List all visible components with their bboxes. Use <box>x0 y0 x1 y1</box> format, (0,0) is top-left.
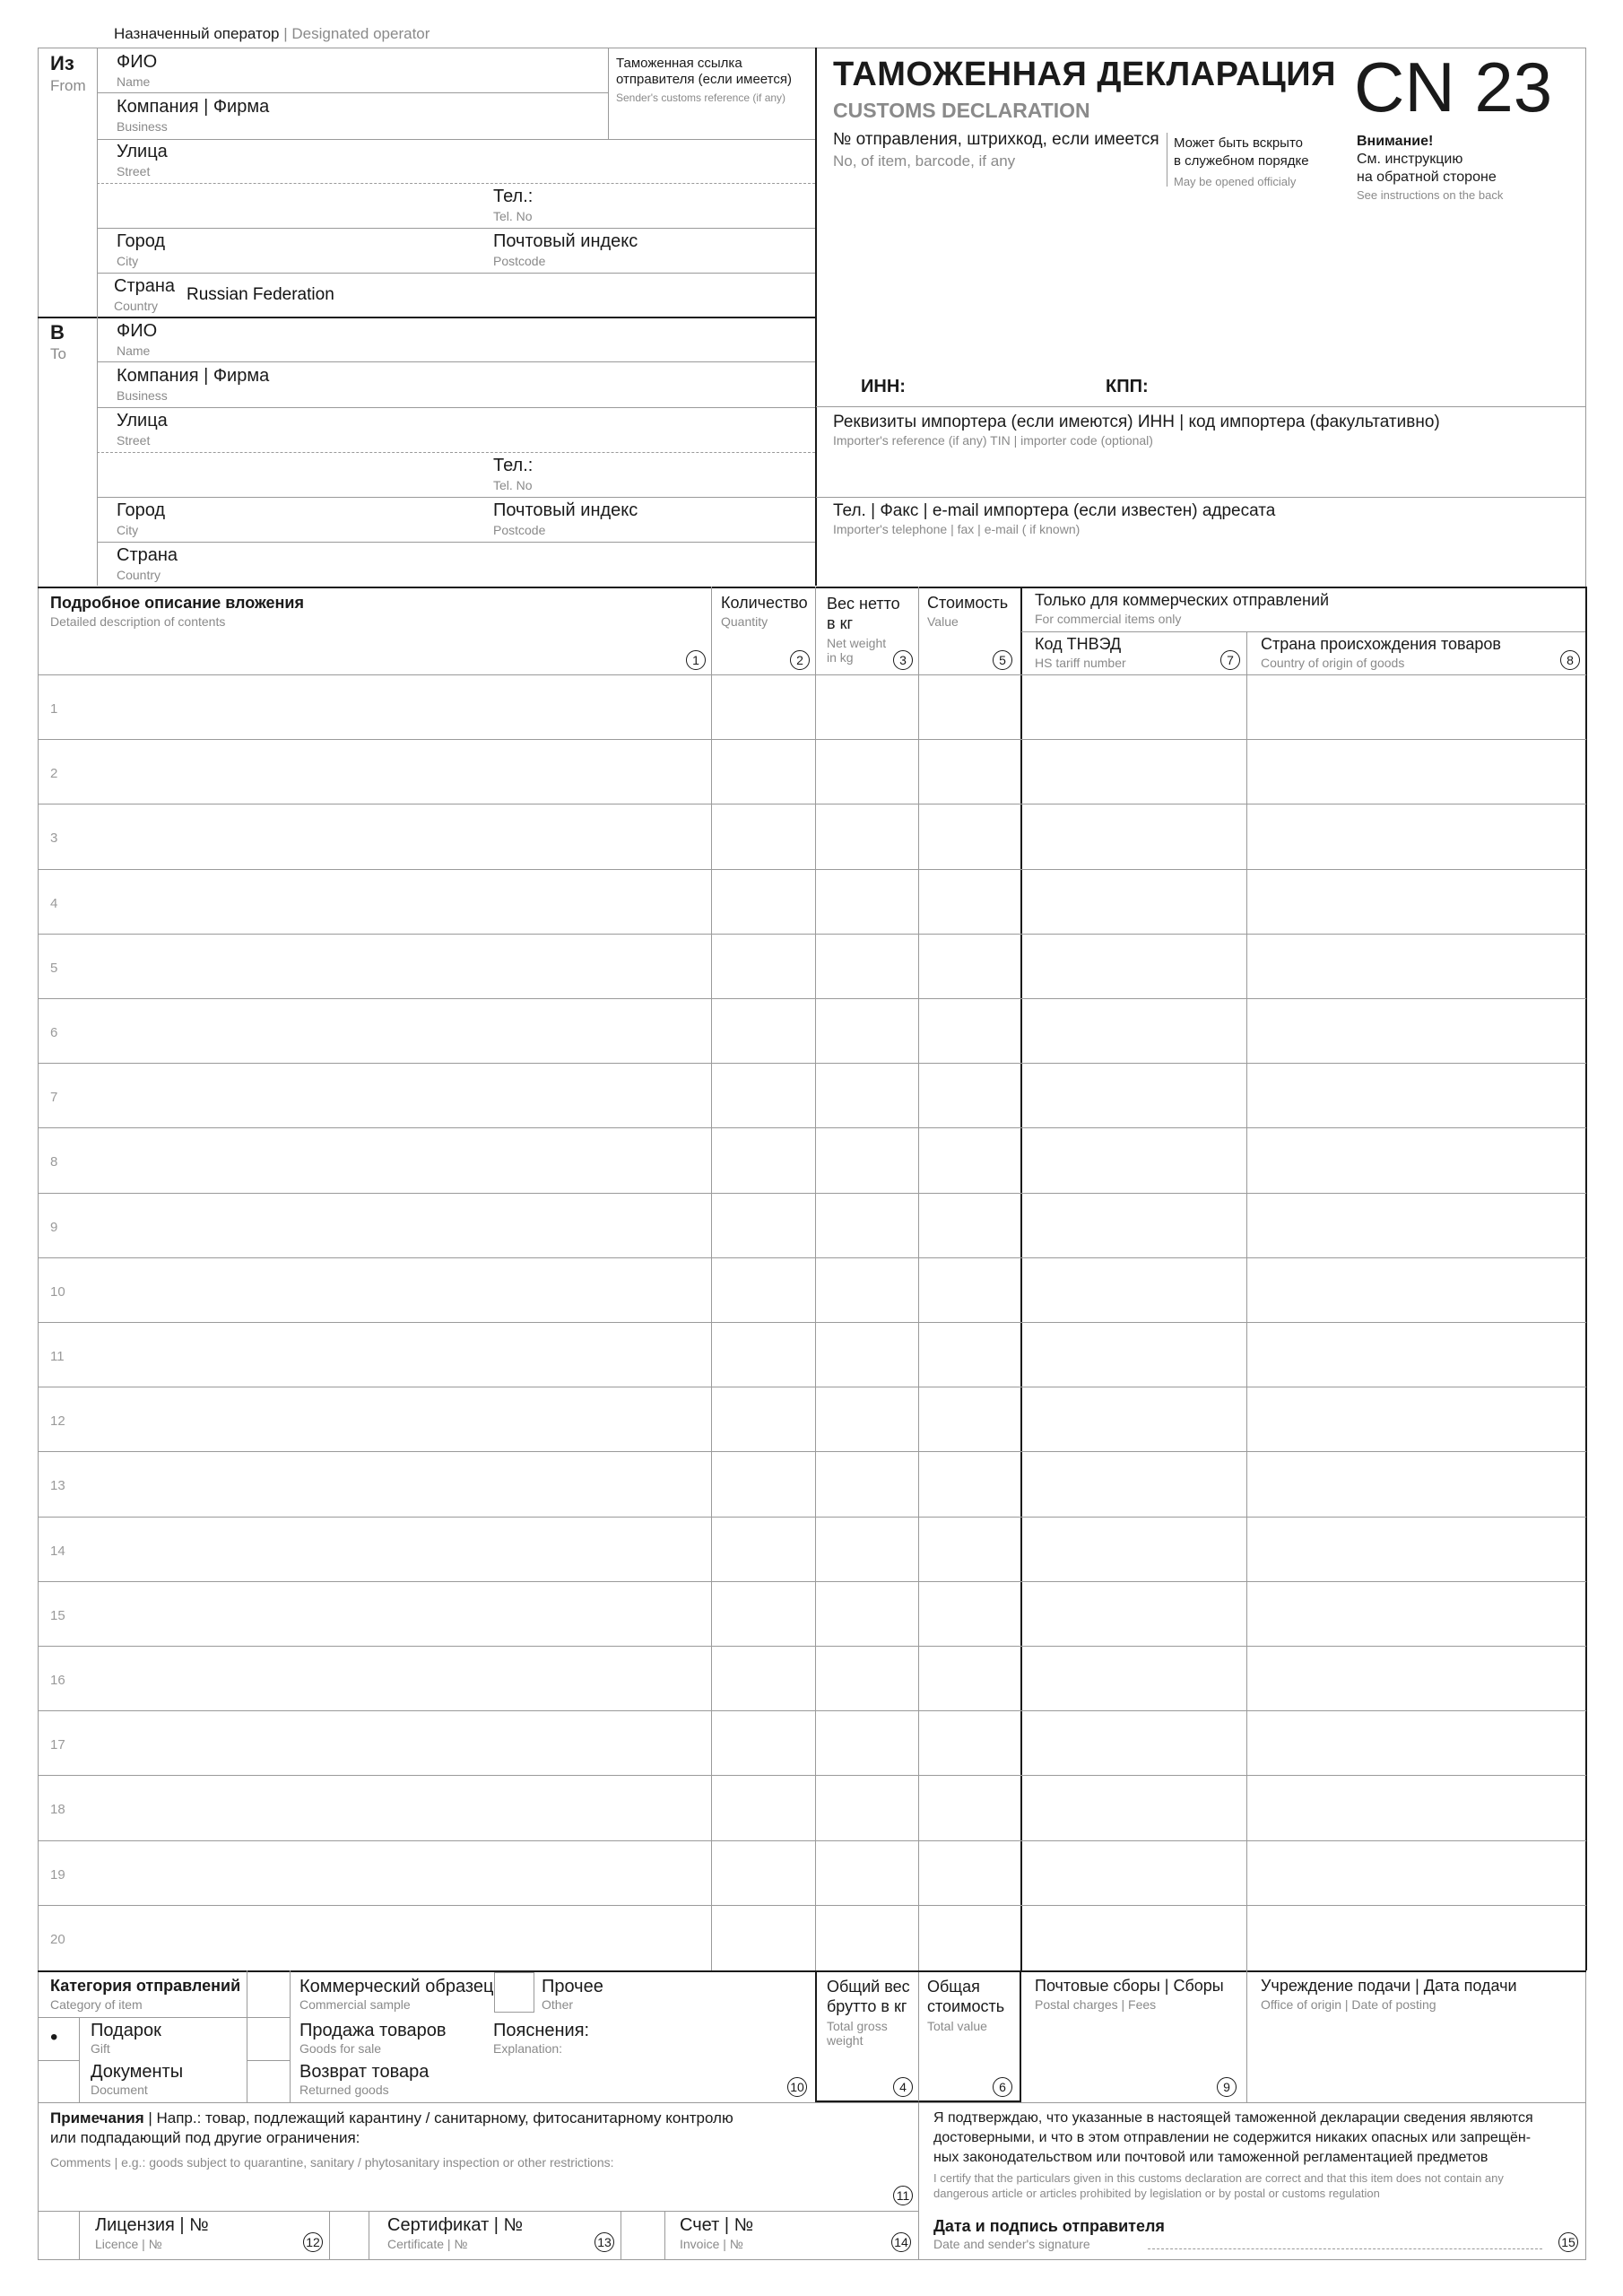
circle-3: 3 <box>893 650 913 670</box>
commercial-header-en: For commercial items only <box>1035 612 1182 626</box>
circle-12: 12 <box>303 2232 323 2252</box>
from-country-value[interactable]: Russian Federation <box>187 285 334 304</box>
total-value-line-1: Общая <box>927 1978 980 1996</box>
documents-label-en: Document <box>91 2083 148 2097</box>
sample-label: Коммерческий образец <box>299 1977 494 1996</box>
postal-charges-en: Postal charges | Fees <box>1035 1997 1157 2012</box>
from-business-sublabel: Business <box>117 119 168 134</box>
other-label: Прочее <box>542 1977 603 1996</box>
from-tel-sublabel: Tel. No <box>493 209 533 223</box>
table-row[interactable] <box>39 1387 1584 1450</box>
table-row[interactable] <box>39 804 1584 867</box>
qty-header-en: Quantity <box>721 614 768 629</box>
signature-label: Дата и подпись отправителя <box>933 2217 1165 2235</box>
circle-5: 5 <box>993 650 1012 670</box>
licence-label: Лицензия | № <box>95 2215 209 2235</box>
table-row[interactable] <box>39 1711 1584 1774</box>
designated-operator: Назначенный оператор | Designated operator <box>114 25 430 42</box>
customs-ref-sublabel: Sender's customs reference (if any) <box>616 91 786 104</box>
table-row-number: 15 <box>50 1608 65 1623</box>
table-row-number: 3 <box>50 831 58 846</box>
circle-14: 14 <box>891 2232 911 2252</box>
total-value-en: Total value <box>927 2019 987 2033</box>
to-name-sublabel: Name <box>117 344 151 358</box>
table-row[interactable] <box>39 1841 1584 1904</box>
table-row-number: 8 <box>50 1154 58 1170</box>
table-row[interactable] <box>39 1647 1584 1709</box>
total-value-label <box>927 1977 1004 2016</box>
gross-weight-label <box>827 1977 910 2016</box>
importer-ref-sublabel: Importer's reference (if any) TIN | importer code (optional) <box>833 433 1153 448</box>
table-row-number: 4 <box>50 896 58 911</box>
from-label: Из <box>50 52 74 74</box>
circle-10: 10 <box>787 2077 807 2097</box>
opened-en: May be opened officialy <box>1174 175 1297 188</box>
to-postcode-sublabel: Postcode <box>493 523 546 537</box>
table-row-number: 20 <box>50 1932 65 1947</box>
from-business-label: Компания | Фирма <box>117 97 270 117</box>
attention-line-3: на обратной стороне <box>1357 170 1497 185</box>
to-street-label: Улица <box>117 411 168 430</box>
returned-label: Возврат товара <box>299 2062 430 2082</box>
attention-note <box>1357 133 1503 204</box>
item-number-sublabel: No, of item, barcode, if any <box>833 152 1016 170</box>
commercial-header: Только для коммерческих отправлений <box>1035 591 1330 609</box>
postal-charges-label: Почтовые сборы | Сборы <box>1035 1977 1224 1995</box>
returned-label-en: Returned goods <box>299 2083 389 2097</box>
weight-header-2: в кг <box>827 614 854 632</box>
from-tel-label: Тел.: <box>493 187 534 206</box>
to-postcode-label: Почтовый индекс <box>493 500 638 520</box>
table-row-number: 5 <box>50 961 58 976</box>
table-row-number: 13 <box>50 1478 65 1493</box>
table-row[interactable] <box>39 870 1584 933</box>
to-city-sublabel: City <box>117 523 139 537</box>
comments-en: Comments | e.g.: goods subject to quarantine, sanitary / phytosanitary inspection or other restrictions: <box>50 2155 614 2170</box>
attention-line-2: См. инструкцию <box>1357 152 1463 167</box>
signature-line[interactable] <box>1148 2248 1542 2249</box>
table-row[interactable] <box>39 1128 1584 1191</box>
to-tel-label: Тел.: <box>493 456 534 475</box>
table-row-number: 2 <box>50 766 58 781</box>
table-row-number: 9 <box>50 1220 58 1235</box>
sale-label: Продажа товаров <box>299 2021 447 2040</box>
comments-text-1: | Напр.: товар, подлежащий карантину / санитарному, фитосанитарному контролю <box>143 2109 733 2126</box>
sale-checkbox[interactable] <box>248 2019 288 2058</box>
circle-9: 9 <box>1217 2077 1237 2097</box>
certify-en-1: I certify that the particulars given in this customs declaration are correct and that this item does not contain any <box>933 2171 1504 2185</box>
importer-ref-label: Реквизиты импортера (если имеются) ИНН | код импортера (факультативно) <box>833 413 1440 431</box>
item-number-label: № отправления, штрихкод, если имеется <box>833 130 1159 149</box>
gift-label-en: Gift <box>91 2041 110 2056</box>
to-street-sublabel: Street <box>117 433 151 448</box>
table-row-number: 10 <box>50 1284 65 1300</box>
from-city-label: Город <box>117 231 166 251</box>
total-value-line-2: стоимость <box>927 1997 1005 2015</box>
table-row[interactable] <box>39 1518 1584 1580</box>
table-row-number: 16 <box>50 1673 65 1688</box>
table-row-number: 12 <box>50 1413 65 1429</box>
circle-13: 13 <box>595 2232 614 2252</box>
table-row[interactable] <box>39 1906 1584 1969</box>
from-city-sublabel: City <box>117 254 139 268</box>
invoice-checkbox[interactable] <box>622 2213 663 2258</box>
office-of-origin-en: Office of origin | Date of posting <box>1261 1997 1436 2012</box>
attention-en: See instructions on the back <box>1357 188 1504 202</box>
other-label-en: Other <box>542 1997 574 2012</box>
table-row-number: 14 <box>50 1544 65 1559</box>
table-row-number: 11 <box>50 1349 65 1364</box>
from-street-sublabel: Street <box>117 164 151 178</box>
table-row[interactable] <box>39 1323 1584 1386</box>
origin-header: Страна происхождения товаров <box>1261 635 1501 653</box>
opened-line-2: в служебном порядке <box>1174 153 1309 169</box>
sale-label-en: Goods for sale <box>299 2041 382 2056</box>
hs-header-en: HS tariff number <box>1035 656 1126 670</box>
to-business-label: Компания | Фирма <box>117 366 270 386</box>
certify-line-3: ных законодательством или почтовой или таможенной регламентацией предметов <box>933 2150 1488 2165</box>
category-title: Категория отправлений <box>50 1977 241 1995</box>
circle-8: 8 <box>1560 650 1580 670</box>
table-row-number: 6 <box>50 1025 58 1040</box>
table-row[interactable] <box>39 1452 1584 1515</box>
certification-text <box>933 2109 1533 2168</box>
to-label-en: To <box>50 345 66 362</box>
comments-label <box>50 2109 911 2148</box>
circle-15: 15 <box>1558 2232 1578 2252</box>
explanation-label: Пояснения: <box>493 2021 590 2040</box>
table-row[interactable] <box>39 1776 1584 1839</box>
table-row-number: 1 <box>50 701 58 717</box>
attention-line-1: Внимание! <box>1357 134 1434 149</box>
sample-checkbox[interactable] <box>248 1973 288 2014</box>
gross-line-1: Общий вес <box>827 1978 910 1996</box>
from-label-en: From <box>50 77 86 94</box>
certification-en <box>933 2170 1504 2201</box>
documents-checkbox[interactable] <box>39 2063 77 2100</box>
table-row[interactable] <box>39 675 1584 738</box>
comments-text-2: или подпадающий под другие ограничения: <box>50 2129 360 2146</box>
from-postcode-sublabel: Postcode <box>493 254 546 268</box>
circle-11: 11 <box>893 2186 913 2205</box>
value-header: Стоимость <box>927 594 1009 612</box>
certificate-label-en: Certificate | № <box>387 2237 468 2251</box>
circle-1: 1 <box>686 650 706 670</box>
gift-checkbox-mark[interactable]: • <box>50 2025 58 2049</box>
value-header-en: Value <box>927 614 959 629</box>
category-title-en: Category of item <box>50 1997 143 2012</box>
gross-en-1: Total gross <box>827 2019 888 2033</box>
circle-2: 2 <box>790 650 810 670</box>
circle-7: 7 <box>1220 650 1240 670</box>
certificate-checkbox[interactable] <box>331 2213 367 2258</box>
opened-officially <box>1174 135 1309 191</box>
desc-header-en: Detailed description of contents <box>50 614 226 629</box>
certify-line-2: достоверными, и что в этом отправлении не содержится никаких опасных или запрещён- <box>933 2130 1532 2145</box>
returned-checkbox[interactable] <box>248 2062 288 2101</box>
declaration-title-en: CUSTOMS DECLARATION <box>833 99 1090 122</box>
table-row[interactable] <box>39 999 1584 1062</box>
from-name-sublabel: Name <box>117 74 151 89</box>
from-postcode-label: Почтовый индекс <box>493 231 638 251</box>
hs-header: Код ТНВЭД <box>1035 635 1122 653</box>
weight-header-1: Вес нетто <box>827 595 900 613</box>
signature-label-en: Date and sender's signature <box>933 2237 1090 2251</box>
table-row[interactable] <box>39 1582 1584 1645</box>
to-tel-sublabel: Tel. No <box>493 478 533 492</box>
table-row-number: 19 <box>50 1867 65 1883</box>
declaration-title: ТАМОЖЕННАЯ ДЕКЛАРАЦИЯ <box>833 56 1336 93</box>
weight-header <box>827 594 900 633</box>
gross-en-2: weight <box>827 2033 864 2048</box>
opened-line-1: Может быть вскрыто <box>1174 135 1304 151</box>
form-code: CN 23 <box>1354 48 1553 126</box>
office-of-origin-label: Учреждение подачи | Дата подачи <box>1261 1977 1517 1995</box>
desc-header: Подробное описание вложения <box>50 594 304 612</box>
weight-en-2: in kg <box>827 650 854 665</box>
certificate-label: Сертификат | № <box>387 2215 524 2235</box>
importer-tel-label: Тел. | Факс | e-mail импортера (если известен) адресата <box>833 501 1276 520</box>
table-row-number: 18 <box>50 1802 65 1817</box>
to-label: В <box>50 321 65 344</box>
gross-weight-en <box>827 2019 888 2048</box>
inn-label: ИНН: <box>861 377 906 396</box>
table-row-number: 7 <box>50 1090 58 1105</box>
circle-4: 4 <box>893 2077 913 2097</box>
operator-label-ru: Назначенный оператор <box>114 25 280 42</box>
gift-label: Подарок <box>91 2021 161 2040</box>
certify-line-1: Я подтверждаю, что указанные в настоящей таможенной декларации сведения являются <box>933 2110 1533 2126</box>
table-row[interactable] <box>39 935 1584 997</box>
weight-header-en <box>827 636 886 665</box>
to-country-sublabel: Country <box>117 568 161 582</box>
to-name-label: ФИО <box>117 321 158 341</box>
from-country-sublabel: Country <box>114 299 159 313</box>
table-row[interactable] <box>39 1064 1584 1126</box>
licence-checkbox[interactable] <box>39 2213 77 2258</box>
documents-label: Документы <box>91 2062 184 2082</box>
from-country-label: Страна <box>114 276 176 296</box>
invoice-label-en: Invoice | № <box>680 2237 743 2251</box>
other-checkbox[interactable] <box>494 1972 534 2013</box>
licence-label-en: Licence | № <box>95 2237 162 2251</box>
explanation-label-en: Explanation: <box>493 2041 563 2056</box>
circle-6: 6 <box>993 2077 1012 2097</box>
operator-label-en: Designated operator <box>291 25 430 42</box>
importer-tel-sublabel: Importer's telephone | fax | e-mail ( if known) <box>833 522 1081 536</box>
sample-label-en: Commercial sample <box>299 1997 411 2012</box>
origin-header-en: Country of origin of goods <box>1261 656 1405 670</box>
from-name-label: ФИО <box>117 52 158 72</box>
invoice-label: Счет | № <box>680 2215 754 2235</box>
customs-ref-label: Таможенная ссылка отправителя (если имеется) <box>616 56 792 87</box>
table-row[interactable] <box>39 740 1584 803</box>
to-city-label: Город <box>117 500 166 520</box>
weight-en-1: Net weight <box>827 636 887 650</box>
table-row-number: 17 <box>50 1737 65 1752</box>
from-street-label: Улица <box>117 142 168 161</box>
kpp-label: КПП: <box>1106 377 1149 396</box>
to-country-label: Страна <box>117 545 178 565</box>
gross-line-2: брутто в кг <box>827 1997 907 2015</box>
to-business-sublabel: Business <box>117 388 168 403</box>
table-row[interactable] <box>39 1258 1584 1321</box>
comments-label-bold: Примечания <box>50 2109 144 2126</box>
certify-en-2: dangerous article or articles prohibited by legislation or by postal or customs regulation <box>933 2187 1380 2200</box>
qty-header: Количество <box>721 594 808 612</box>
table-row[interactable] <box>39 1194 1584 1257</box>
